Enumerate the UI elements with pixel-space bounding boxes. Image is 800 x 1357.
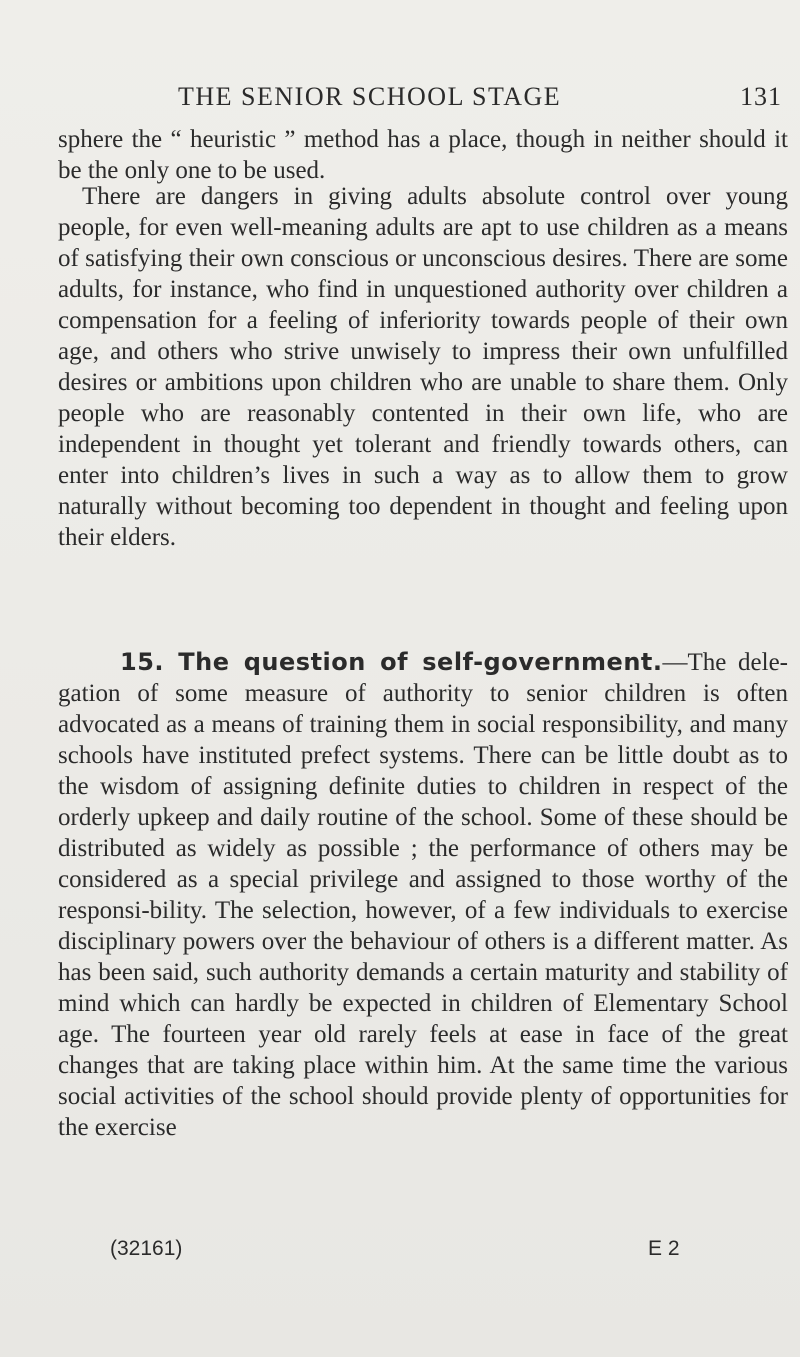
paragraph-continuation: sphere the “ heuristic ” method has a place, though in neither should it be the only one to be used. <box>58 126 788 184</box>
section-heading: 15. The question of self-government. <box>120 648 663 676</box>
paragraph-adult-control: There are dangers in giving adults absolute control over young people, for even well-meaning adults are apt to use children as a means of satisfying their own conscious or unconscious desires. There are some adults, for instance, who find in unquestioned authority over children a compensation for a feeling of inferiority towards people of their own age, and others who strive unwisely to impress their own unfulfilled desires or ambitions upon children who are unable to share them. Only people who are reasonably contented in their own life, who are independent in thought yet tolerant and friendly towards others, can enter into children’s lives in such a way as to allow them to grow naturally without becoming too dependent in thought and feeling upon their elders. <box>58 183 788 551</box>
section-body-text: —The dele-gation of some measure of authority to senior children is often advocated as a means of training them in social responsibility, and many schools have instituted prefect systems. There can be little doubt as to the wisdom of assigning definite duties to children in respect of the orderly upkeep and daily routine of the school. Some of these should be distributed as widely as possible ; the performance of others may be considered as a special privilege and assigned to those worthy of the responsi-bility. The selection, however, of a few individuals to exercise disciplinary powers over the behaviour of others is a different matter. As has been said, such authority demands a certain maturity and stability of mind which can hardly be expected in children of Elementary School age. The fourteen year old rarely feels at ease in face of the great changes that are taking place within him. At the same time the various social activities of the school should provide plenty of opportunities for the exercise <box>58 649 788 1141</box>
page-number: 131 <box>740 82 782 111</box>
print-code: (32161) <box>110 1237 183 1260</box>
paragraph-self-government <box>58 647 788 1143</box>
signature-mark: E 2 <box>648 1237 680 1260</box>
running-title: THE SENIOR SCHOOL STAGE <box>178 82 562 111</box>
